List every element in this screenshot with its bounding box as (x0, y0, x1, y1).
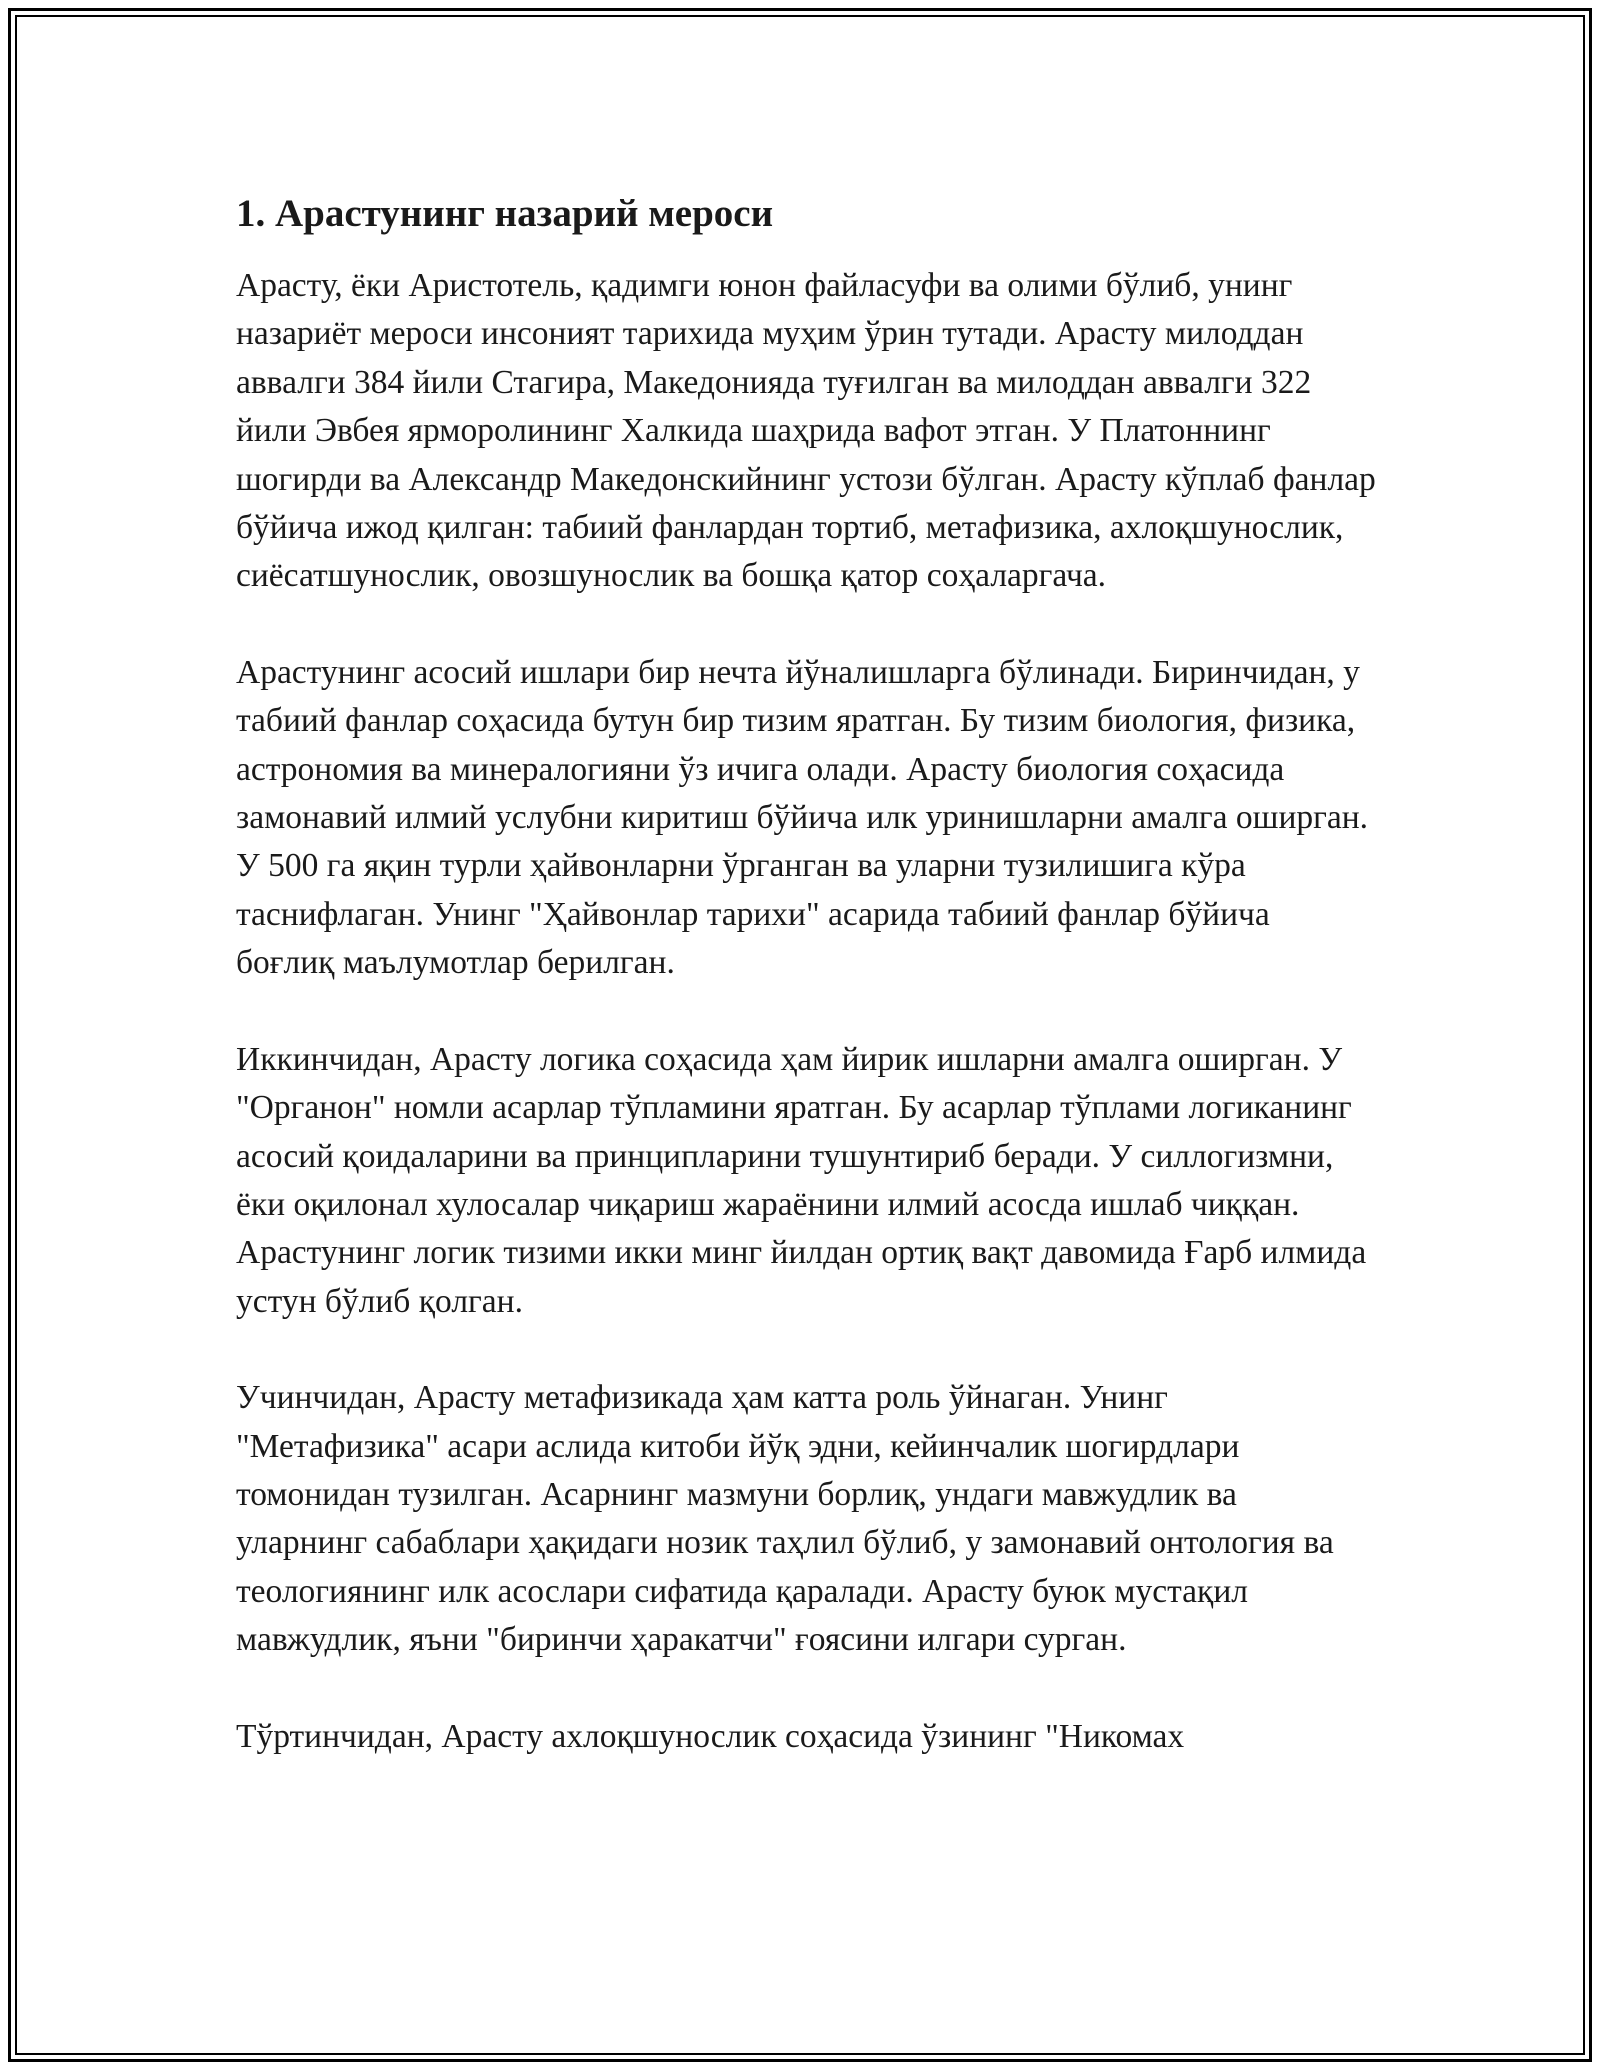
document-body (236, 188, 1376, 1809)
section-heading: 1. Арастунинг назарий мероси (236, 192, 774, 235)
paragraph-1: Арасту, ёки Аристотель, қадимги юнон файласуфи ва олими бўлиб, унинг назариёт мероси инсоният тарихида муҳим ўрин тутади. Арасту милоддан аввалги 384 йили Стагира, Македонияда туғилган ва милоддан аввалги 322 йили Эвбея ярморолининг Халкида шаҳрида вафот этган. У Платоннинг шогирди ва Александр Македонскийнинг устози бўлган. Арасту кўплаб фанлар бўйича ижод қилган: табиий фанлардан тортиб, метафизика, ахлоқшунослик, сиёсатшунослик, овозшунослик ва бошқа қатор соҳаларгача. (236, 267, 1376, 595)
paragraph-4: Учинчидан, Арасту метафизикада ҳам катта роль ўйнаган. Унинг "Метафизика" асари аслида китоби йўқ эдни, кейинчалик шогирдлари томонидан тузилган. Асарнинг мазмуни борлиқ, ундаги мавжудлик ва уларнинг сабаблари ҳақидаги нозик таҳлил бўлиб, у замонавий онтология ва теологиянинг илк асослари сифатида қаралади. Арасту буюк мустақил мавжудлик, яъни "биринчи ҳаракатчи" ғоясини илгари сурган. (236, 1379, 1334, 1659)
paragraph-2: Арастунинг асосий ишлари бир нечта йўналишларга бўлинади. Биринчидан, у табиий фанлар соҳасида бутун бир тизим яратган. Бу тизим биология, физика, астрономия ва минералогияни ўз ичига олади. Арасту биология соҳасида замонавий илмий услубни киритиш бўйича илк уринишларни амалга оширган. У 500 га яқин турли ҳайвонларни ўрганган ва уларни тузилишига кўра таснифлаган. Унинг "Ҳайвонлар тарихи" асарида табиий фанлар бўйича боғлиқ маълумотлар берилган. (236, 653, 1369, 982)
paragraph-5: Тўртинчидан, Арасту ахлоқшунослик соҳасида ўзининг "Никомах (236, 1717, 1185, 1755)
paragraph-3: Иккинчидан, Арасту логика соҳасида ҳам йирик ишларни амалга оширган. У "Органон" номли асарлар тўпламини яратган. Бу асарлар тўплами логиканинг асосий қоидаларини ва принципларини тушунтириб беради. У силлогизмни, ёки оқилонал хулосалар чиқариш жараёнини илмий асосда ишлаб чиққан. Арастунинг логик тизими икки минг йилдан ортиқ вақт давомида Ғарб илмида устун бўлиб қолган. (236, 1040, 1367, 1320)
